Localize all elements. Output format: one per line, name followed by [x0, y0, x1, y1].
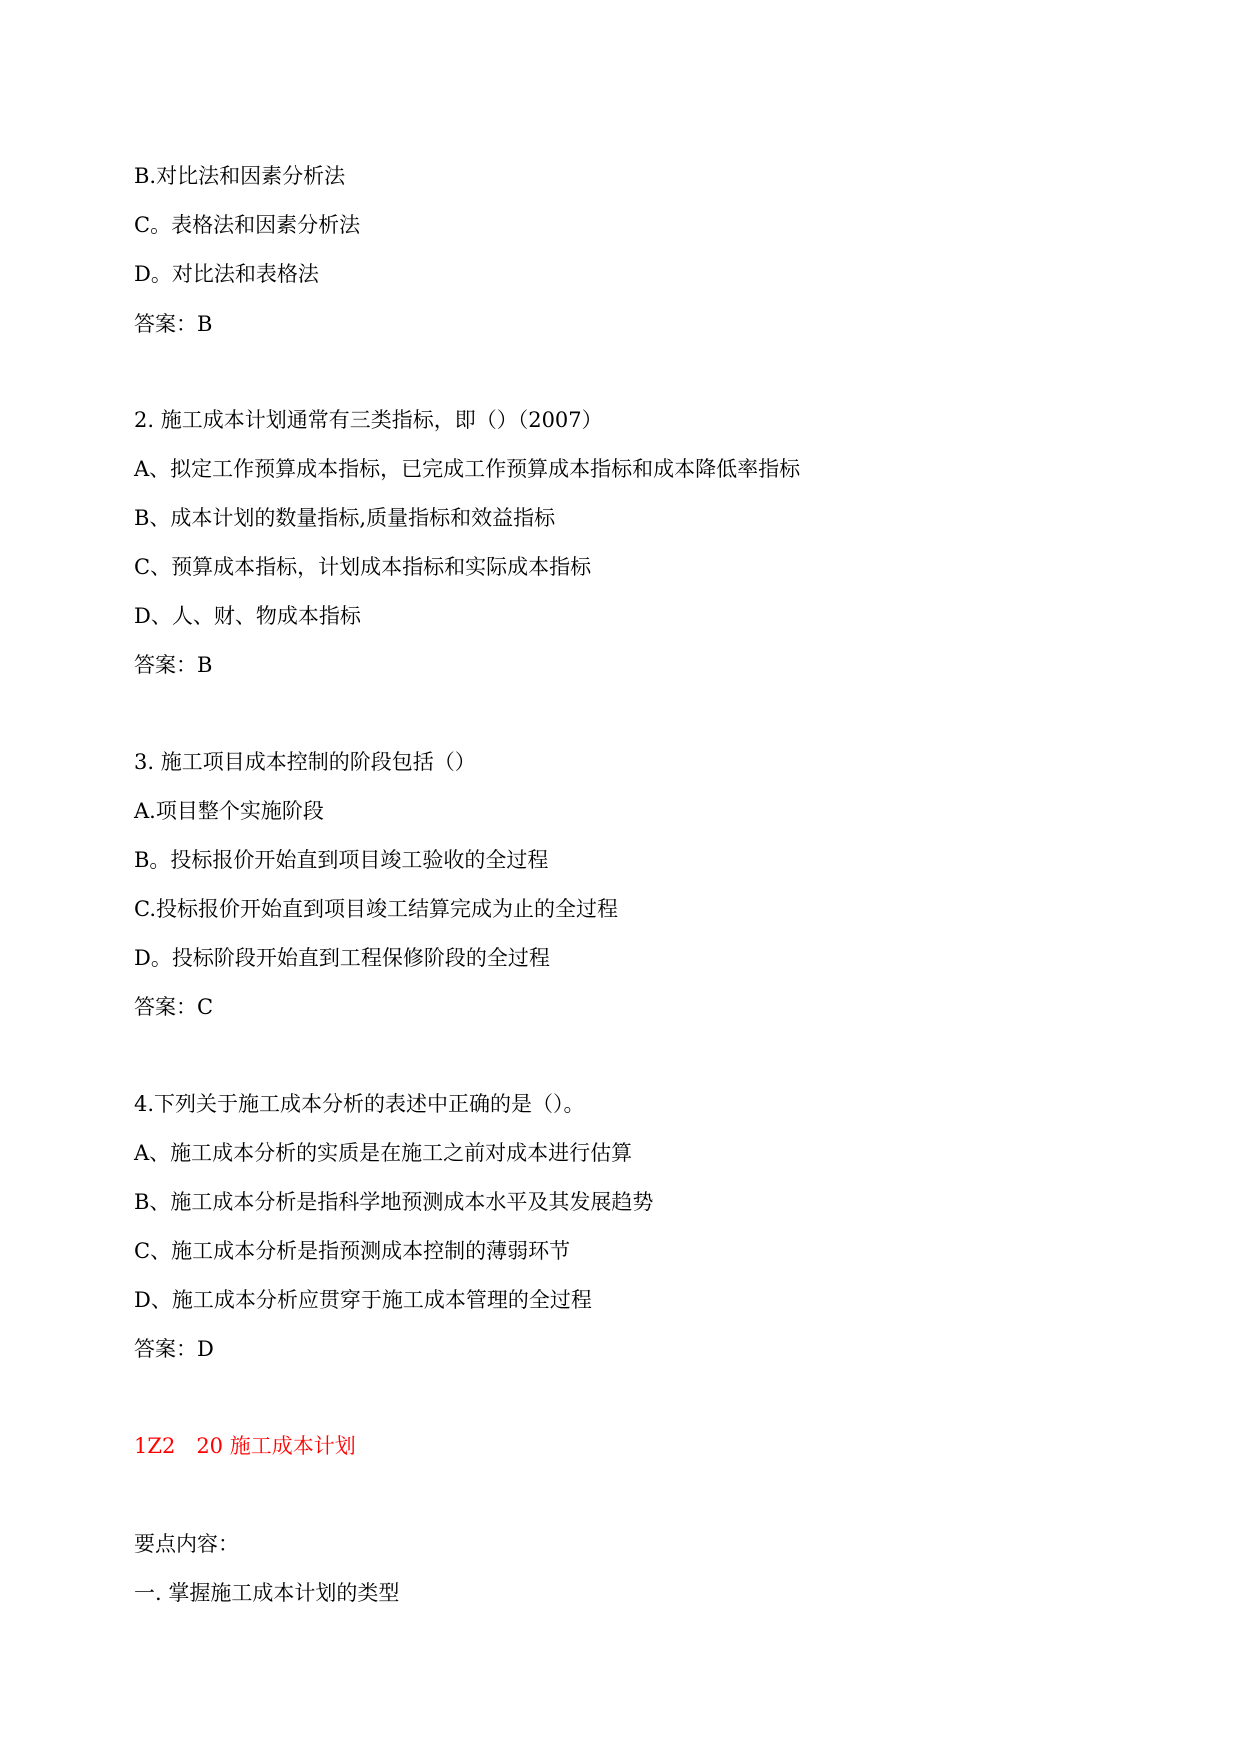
q3-option-b: B。投标报价开始直到项目竣工验收的全过程 — [134, 848, 549, 872]
q3-option-c: C.投标报价开始直到项目竣工结算完成为止的全过程 — [134, 897, 618, 921]
q3-option-a: A.项目整个实施阶段 — [134, 799, 324, 823]
q4-option-b: B、施工成本分析是指科学地预测成本水平及其发展趋势 — [134, 1190, 654, 1214]
q1-answer: 答案：B — [134, 312, 213, 336]
q2-option-c: C、预算成本指标，计划成本指标和实际成本指标 — [134, 555, 592, 579]
q4-option-c: C、施工成本分析是指预测成本控制的薄弱环节 — [134, 1239, 571, 1263]
q4-question: 4.下列关于施工成本分析的表述中正确的是（）。 — [134, 1092, 585, 1116]
q1-option-d: D。对比法和表格法 — [134, 262, 319, 286]
q3-question: 3. 施工项目成本控制的阶段包括（） — [134, 750, 476, 774]
section-heading: 1Z2 20 施工成本计划 — [134, 1434, 356, 1458]
q2-option-d: D、人、财、物成本指标 — [134, 604, 361, 628]
q4-option-d: D、施工成本分析应贯穿于施工成本管理的全过程 — [134, 1288, 592, 1312]
q3-option-d: D。投标阶段开始直到工程保修阶段的全过程 — [134, 946, 550, 970]
q2-option-b: B、成本计划的数量指标,质量指标和效益指标 — [134, 506, 556, 530]
q4-answer: 答案：D — [134, 1337, 214, 1361]
q4-option-a: A、施工成本分析的实质是在施工之前对成本进行估算 — [134, 1141, 633, 1165]
points-label: 要点内容： — [134, 1532, 239, 1556]
point-1: 一. 掌握施工成本计划的类型 — [134, 1581, 400, 1605]
q3-answer: 答案：C — [134, 995, 214, 1019]
q1-option-b: B.对比法和因素分析法 — [134, 164, 346, 188]
q1-option-c: C。表格法和因素分析法 — [134, 213, 361, 237]
q2-option-a: A、拟定工作预算成本指标，已完成工作预算成本指标和成本降低率指标 — [134, 457, 801, 481]
q2-answer: 答案：B — [134, 653, 213, 677]
q2-question: 2. 施工成本计划通常有三类指标，即（）（2007） — [134, 408, 603, 432]
